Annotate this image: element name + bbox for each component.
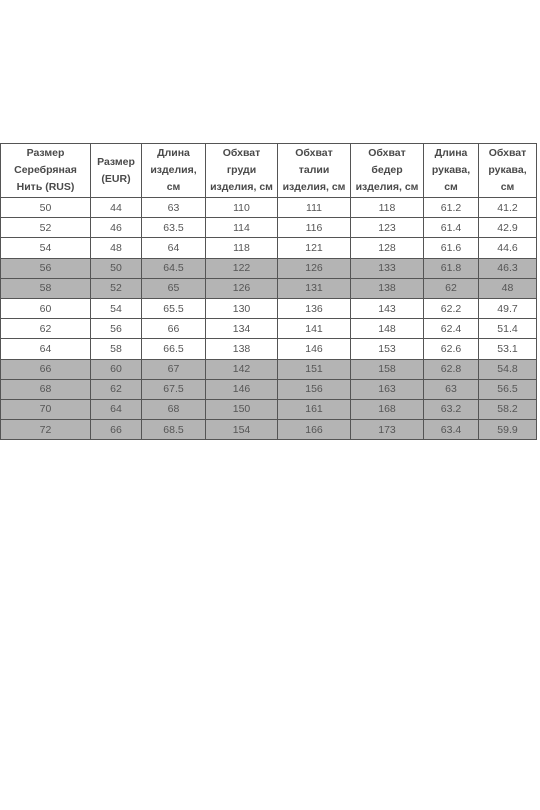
table-cell: 56.5 [479, 379, 537, 399]
table-cell: 156 [278, 379, 351, 399]
table-cell: 68.5 [142, 420, 206, 440]
table-body [1, 198, 537, 440]
table-cell: 62 [1, 319, 91, 339]
table-cell: 66 [91, 420, 142, 440]
column-header-line: Нить (RUS) [16, 181, 75, 193]
table-cell: 114 [206, 218, 278, 238]
table-cell: 66 [142, 319, 206, 339]
table-cell: 136 [278, 298, 351, 318]
table-cell: 128 [351, 238, 424, 258]
column-header-line: см [500, 181, 515, 193]
table-cell: 61.6 [424, 238, 479, 258]
table-cell: 163 [351, 379, 424, 399]
table-cell: 62 [91, 379, 142, 399]
table-cell: 46 [91, 218, 142, 238]
table-row [1, 298, 537, 318]
table-cell: 44.6 [479, 238, 537, 258]
table-row [1, 238, 537, 258]
table-cell: 68 [1, 379, 91, 399]
table-row [1, 198, 537, 218]
table-cell: 142 [206, 359, 278, 379]
table-cell: 131 [278, 278, 351, 298]
table-cell: 67.5 [142, 379, 206, 399]
table-cell: 154 [206, 420, 278, 440]
table-cell: 53.1 [479, 339, 537, 359]
column-header-line: Размер [26, 147, 65, 159]
table-cell: 58 [91, 339, 142, 359]
table-cell: 63.2 [424, 399, 479, 419]
table-cell: 161 [278, 399, 351, 419]
column-header-line: изделия, см [355, 181, 419, 193]
table-cell: 151 [278, 359, 351, 379]
table-cell: 130 [206, 298, 278, 318]
column-header-line: (EUR) [101, 172, 131, 185]
table-cell: 66 [1, 359, 91, 379]
table-cell: 123 [351, 218, 424, 238]
column-header-line: бедер [371, 164, 403, 176]
column-header-line: см [444, 181, 458, 193]
table-cell: 133 [351, 258, 424, 278]
table-cell: 150 [206, 399, 278, 419]
table-cell: 54 [1, 238, 91, 258]
table-cell: 52 [91, 278, 142, 298]
table-cell: 118 [351, 198, 424, 218]
table-cell: 44 [91, 198, 142, 218]
column-header [424, 144, 479, 198]
table-cell: 62.8 [424, 359, 479, 379]
table-cell: 63.5 [142, 218, 206, 238]
table-cell: 64 [1, 339, 91, 359]
table-cell: 138 [206, 339, 278, 359]
column-header [479, 144, 537, 198]
column-header-line: рукава, [431, 164, 471, 176]
table-cell: 58 [1, 278, 91, 298]
table-row [1, 379, 537, 399]
table-cell: 59.9 [479, 420, 537, 440]
table-cell: 63 [142, 198, 206, 218]
table-cell: 52 [1, 218, 91, 238]
column-header [1, 144, 91, 198]
table-cell: 141 [278, 319, 351, 339]
table-cell: 64 [142, 238, 206, 258]
column-header-line: изделия, [150, 164, 197, 176]
column-header [351, 144, 424, 198]
table-cell: 46.3 [479, 258, 537, 278]
table-row [1, 420, 537, 440]
table-cell: 110 [206, 198, 278, 218]
table-cell: 61.4 [424, 218, 479, 238]
table-cell: 56 [1, 258, 91, 278]
table-cell: 148 [351, 319, 424, 339]
table-cell: 66.5 [142, 339, 206, 359]
table-cell: 153 [351, 339, 424, 359]
table-cell: 67 [142, 359, 206, 379]
table-cell: 118 [206, 238, 278, 258]
table-cell: 49.7 [479, 298, 537, 318]
column-header-line: изделия, см [210, 181, 273, 193]
table-cell: 72 [1, 420, 91, 440]
table-cell: 62.4 [424, 319, 479, 339]
table-cell: 121 [278, 238, 351, 258]
column-header [91, 144, 142, 198]
table-cell: 50 [91, 258, 142, 278]
table-cell: 116 [278, 218, 351, 238]
table-cell: 61.2 [424, 198, 479, 218]
table-cell: 51.4 [479, 319, 537, 339]
table-cell: 138 [351, 278, 424, 298]
table-cell: 64 [91, 399, 142, 419]
column-header [278, 144, 351, 198]
size-chart-table [0, 143, 537, 440]
table-cell: 64.5 [142, 258, 206, 278]
table-row [1, 218, 537, 238]
table-row [1, 258, 537, 278]
column-header-line: см [166, 181, 181, 193]
column-header-line: Размер [97, 155, 135, 168]
table-cell: 54 [91, 298, 142, 318]
table-cell: 122 [206, 258, 278, 278]
table-row [1, 319, 537, 339]
column-header-line: рукава, [488, 164, 527, 176]
column-header-line: Серебряная [14, 164, 77, 176]
column-header-line: Обхват [222, 147, 261, 159]
table-cell: 111 [278, 198, 351, 218]
table-cell: 63.4 [424, 420, 479, 440]
table-cell: 61.8 [424, 258, 479, 278]
column-header-line: талии [298, 164, 330, 176]
table-cell: 146 [206, 379, 278, 399]
table-cell: 173 [351, 420, 424, 440]
column-header [206, 144, 278, 198]
table-cell: 62.6 [424, 339, 479, 359]
header-row [1, 144, 537, 198]
table-cell: 126 [206, 278, 278, 298]
table-row [1, 339, 537, 359]
column-header-line: груди [226, 164, 257, 176]
table-cell: 62 [424, 278, 479, 298]
table-cell: 60 [1, 298, 91, 318]
table-cell: 50 [1, 198, 91, 218]
table-cell: 70 [1, 399, 91, 419]
table-row [1, 359, 537, 379]
table-cell: 42.9 [479, 218, 537, 238]
column-header-line: Обхват [295, 147, 333, 159]
table-cell: 126 [278, 258, 351, 278]
table-cell: 58.2 [479, 399, 537, 419]
table-cell: 60 [91, 359, 142, 379]
table-row [1, 399, 537, 419]
table-cell: 48 [91, 238, 142, 258]
table-cell: 166 [278, 420, 351, 440]
column-header-line: Обхват [368, 147, 406, 159]
table-cell: 143 [351, 298, 424, 318]
column-header-line: Обхват [488, 147, 527, 159]
table-cell: 54.8 [479, 359, 537, 379]
table-cell: 68 [142, 399, 206, 419]
column-header-line: изделия, см [282, 181, 346, 193]
table-cell: 48 [479, 278, 537, 298]
table-cell: 65 [142, 278, 206, 298]
table-row [1, 278, 537, 298]
table-cell: 146 [278, 339, 351, 359]
table-header [1, 144, 537, 198]
table-cell: 158 [351, 359, 424, 379]
table-cell: 62.2 [424, 298, 479, 318]
table-cell: 56 [91, 319, 142, 339]
column-header-line: Длина [157, 147, 190, 159]
column-header-line: Длина [434, 147, 468, 159]
table-cell: 41.2 [479, 198, 537, 218]
table-cell: 168 [351, 399, 424, 419]
table-cell: 65.5 [142, 298, 206, 318]
table-cell: 63 [424, 379, 479, 399]
table-cell: 134 [206, 319, 278, 339]
column-header [142, 144, 206, 198]
